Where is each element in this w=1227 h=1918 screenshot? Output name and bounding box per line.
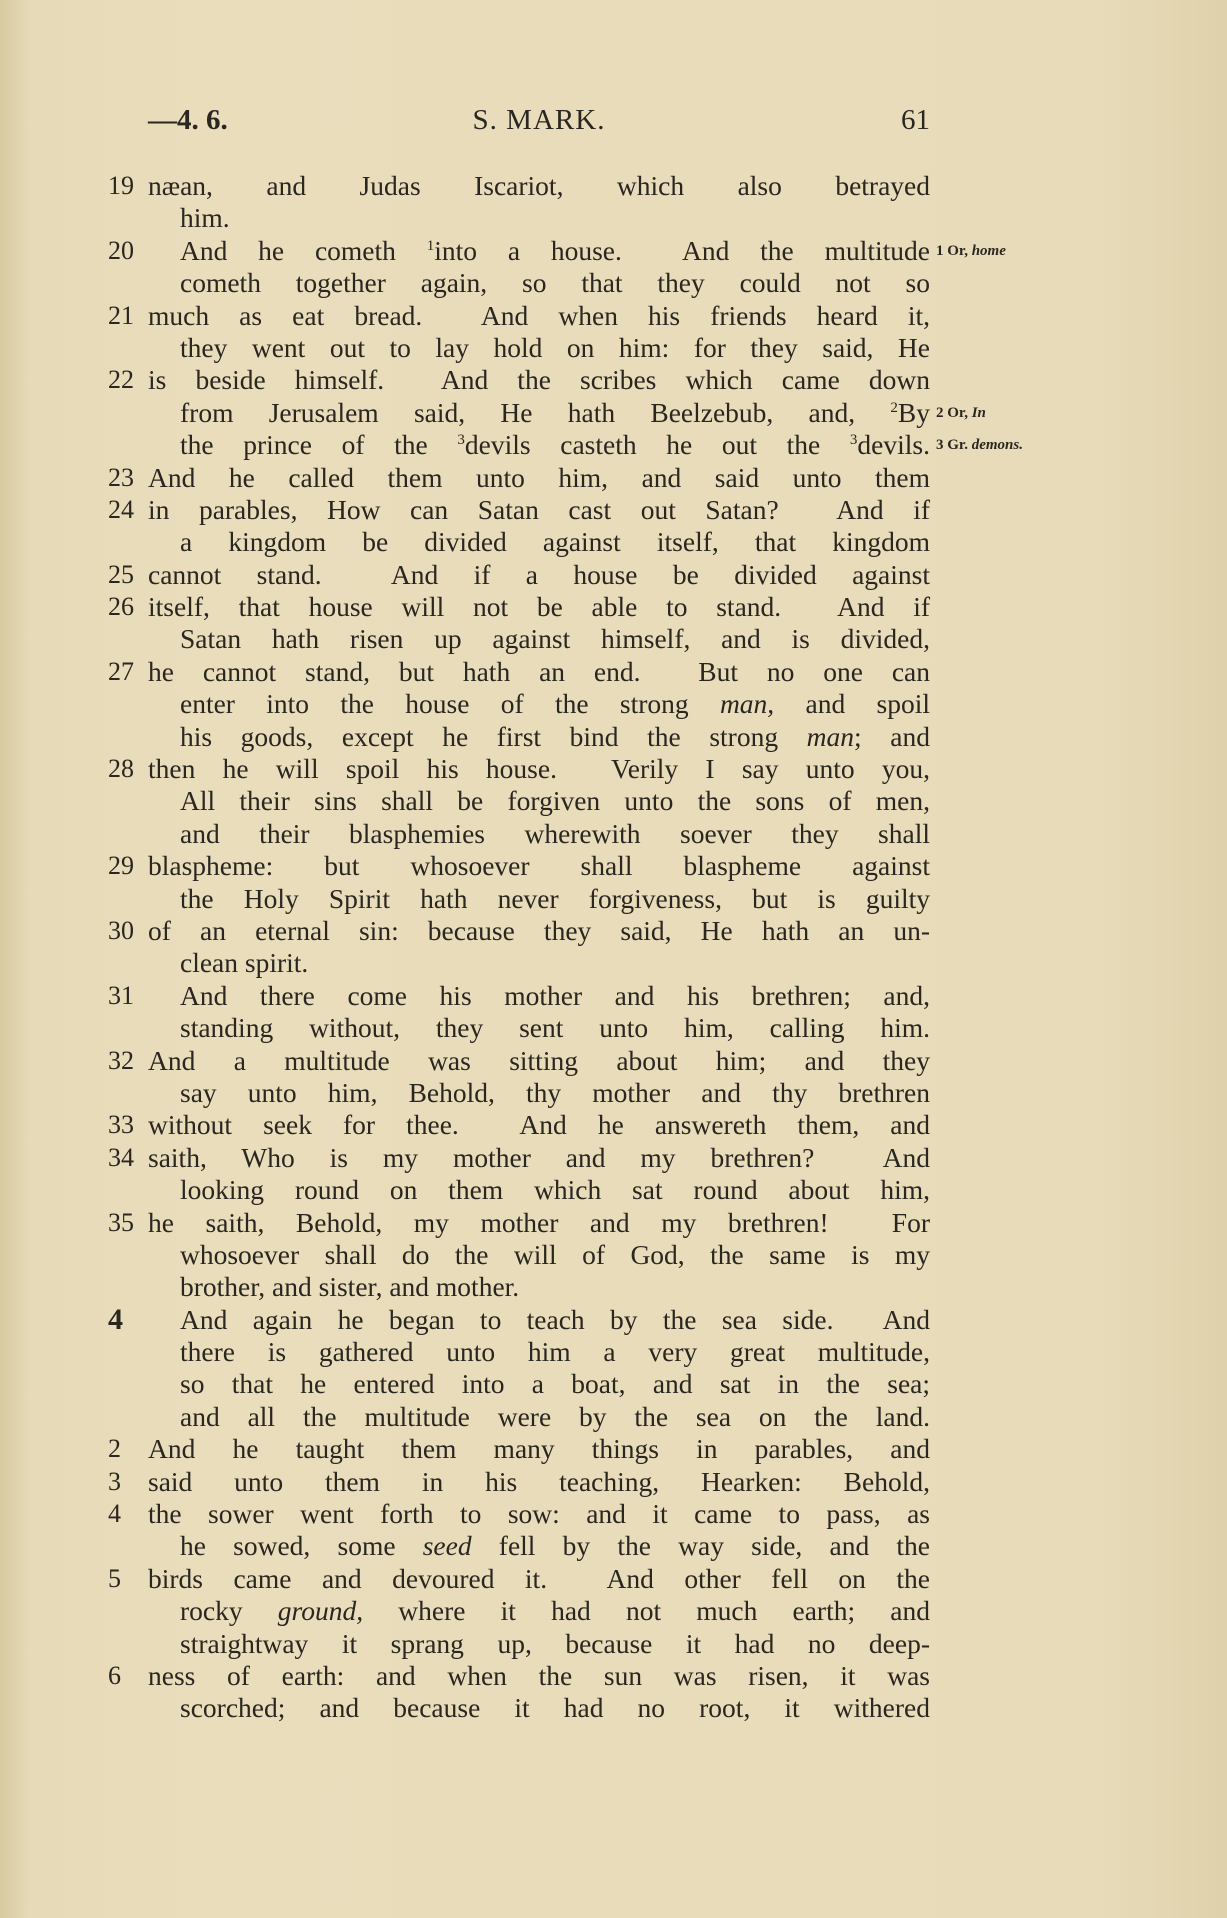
text-segment: næan, and Judas Iscariot, which also betrayed [148,170,930,201]
line-text [180,332,930,364]
text-line [0,332,1227,364]
text-line [0,818,1227,850]
line-text [180,1336,930,1368]
line-text [180,235,930,267]
line-text [180,202,930,234]
line-text [180,1368,930,1400]
text-line [0,1466,1227,1498]
verse-number: 2 [108,1434,121,1464]
line-text [180,1174,930,1206]
line-text [180,883,930,915]
line-text [180,980,930,1012]
italic-text: man [806,720,855,752]
footnote-marker: 3 [457,432,465,449]
line-text [180,721,930,753]
text-segment: into a house. And the multitude [434,234,930,266]
line-text [180,526,930,558]
note-number: 2 [936,404,944,421]
text-line [0,364,1227,396]
text-segment: the Holy Spirit hath never forgiveness, but is guilty [180,882,930,914]
text-segment: devils casteth he out the [464,429,850,461]
text-segment: said unto them in his teaching, Hearken: Behold, [148,1465,930,1497]
text-segment: birds came and devoured it. And other fell on the [148,1562,930,1594]
text-segment: devils. [857,429,930,461]
text-segment: a kingdom be divided against itself, that kingdom [180,526,930,558]
text-segment: he sowed, some [180,1530,423,1562]
verse-number: 3 [108,1466,121,1496]
text-line [0,721,1227,753]
text-segment: saith, Who is my mother and my brethren? And [148,1141,930,1173]
text-line [0,785,1227,817]
text-segment: And again he began to teach by the sea side. And [180,1303,930,1335]
line-text [148,1498,930,1530]
text-segment: from Jerusalem said, He hath Beelzebub, and, [180,396,891,428]
text-line [0,235,1227,267]
verse-number: 21 [108,300,134,330]
verse-number: 6 [108,1660,121,1690]
line-text [180,429,930,461]
italic-text: ground, [277,1595,364,1627]
line-text [180,1692,930,1724]
text-segment: he cannot stand, but hath an end. But no one can [148,655,930,687]
text-line [0,1368,1227,1400]
text-line [0,1012,1227,1044]
note-prefix: Or, [947,242,972,259]
text-segment: fell by the way side, and the [471,1530,930,1562]
text-segment: and their blasphemies wherewith soever they shall [180,817,930,849]
text-segment: and spoil [774,688,930,720]
verse-number: 32 [108,1045,134,1075]
line-text [148,559,930,591]
text-line [0,559,1227,591]
line-text [148,1109,930,1141]
verse-number: 4 [108,1499,121,1529]
line-text [148,591,930,623]
line-text [148,1660,930,1692]
text-line [0,202,1227,234]
line-text [148,494,930,526]
line-text [180,947,930,979]
verse-number: 26 [108,592,134,622]
verse-number: 24 [108,494,134,524]
margin-note [936,397,986,429]
text-line [0,1077,1227,1109]
verse-number: 28 [108,754,134,784]
line-text [148,300,930,332]
footnote-marker: 1 [426,237,435,254]
text-segment: so that he entered into a boat, and sat in the sea; [180,1368,930,1400]
verse-number: 25 [108,559,134,589]
text-segment: there is gathered unto him a very great multitude, [180,1336,930,1368]
text-segment: say unto him, Behold, thy mother and thy brethren [180,1076,930,1108]
text-line [0,1595,1227,1627]
line-text [148,1466,930,1498]
text-line [0,1692,1227,1724]
text-segment: blaspheme: but whosoever shall blaspheme against [148,850,930,882]
footnote-marker: 3 [849,432,858,449]
text-line [0,1401,1227,1433]
text-segment: they went out to lay hold on him: for they said, He [180,331,930,363]
text-segment: he saith, Behold, my mother and my brethren! For [148,1206,930,1238]
text-segment: And there come his mother and his brethren; and, [180,979,930,1011]
note-word: demons. [971,437,1023,454]
text-line [0,1530,1227,1562]
text-line [0,170,1227,202]
line-text [180,1530,930,1562]
text-line [0,688,1227,720]
text-segment: then he will spoil his house. Verily I say unto you, [148,753,930,785]
text-segment: itself, that house will not be able to stand. And if [148,591,930,623]
text-line [0,1174,1227,1206]
line-text [180,1077,930,1109]
text-segment: All their sins shall be forgiven unto the sons of men, [180,785,930,817]
text-segment: him. [180,202,230,234]
text-line [0,1207,1227,1239]
text-segment: cometh together again, so that they could not so [180,267,930,299]
verse-number: 27 [108,656,134,686]
line-text [180,1304,930,1336]
text-line [0,1271,1227,1303]
italic-text: seed [422,1530,472,1562]
text-line [0,526,1227,558]
verse-number: 22 [108,365,134,395]
page-number: 61 [901,104,930,136]
line-text [148,1433,930,1465]
line-text [180,1012,930,1044]
line-text [180,267,930,299]
text-segment: cannot stand. And if a house be divided against [148,558,930,590]
note-number: 3 [936,437,944,454]
text-segment: whosoever shall do the will of God, the same is my [180,1238,930,1270]
text-line [0,1239,1227,1271]
text-segment: standing without, they sent unto him, calling him. [180,1012,930,1044]
verse-number: 23 [108,462,134,492]
verse-number: 33 [108,1110,134,1140]
text-line [0,753,1227,785]
text-segment: And a multitude was sitting about him; and they [148,1044,930,1076]
book-title: S. MARK. [472,104,606,136]
line-text [148,1142,930,1174]
italic-text: man, [719,688,775,720]
running-header [148,104,930,140]
line-text [180,623,930,655]
text-line [0,1498,1227,1530]
text-segment: is beside himself. And the scribes which came down [148,364,930,396]
line-text [148,915,930,947]
text-line [0,1628,1227,1660]
note-prefix: Gr. [947,437,972,454]
margin-note [936,429,1023,461]
line-text [180,1239,930,1271]
text-segment: his goods, except he first bind the strong [180,720,807,752]
line-text [180,688,930,720]
text-segment: brother, and sister, and mother. [180,1271,520,1303]
line-text [148,1207,930,1239]
chapter-verse-range: —4. 6. [148,104,228,136]
text-segment: without seek for thee. And he answereth them, and [148,1109,930,1141]
note-prefix: Or, [947,404,972,421]
text-line [0,397,1227,429]
text-line [0,980,1227,1012]
text-segment: And he called them unto him, and said unto them [148,461,930,493]
text-line [0,1336,1227,1368]
verse-number: 30 [108,915,134,945]
chapter-number: 4 [108,1302,123,1336]
text-segment: rocky [180,1595,278,1627]
note-number: 1 [936,242,944,259]
text-segment: of an eternal sin: because they said, He hath an un- [148,914,930,946]
verse-number: 31 [108,980,134,1010]
text-line [0,591,1227,623]
text-segment: By [897,396,930,428]
text-segment: And he cometh [180,234,427,266]
verse-number: 19 [108,171,134,200]
text-line [0,656,1227,688]
verse-number: 5 [108,1563,121,1593]
note-word: In [971,404,986,421]
text-line [0,462,1227,494]
text-line [0,915,1227,947]
line-text [180,1401,930,1433]
text-segment: much as eat bread. And when his friends heard it, [148,299,930,331]
line-text [180,1595,930,1627]
text-segment: and all the multitude were by the sea on the land. [180,1400,930,1432]
text-segment: the sower went forth to sow: and it came to pass, as [148,1498,930,1530]
text-line [0,883,1227,915]
text-segment: ; and [854,720,930,752]
verse-number: 20 [108,235,134,265]
text-segment: in parables, How can Satan cast out Satan? And if [148,493,930,525]
text-segment: enter into the house of the strong [180,688,720,720]
text-line [0,947,1227,979]
line-text [180,785,930,817]
line-text [148,364,930,396]
text-segment: where it had not much earth; and [363,1595,930,1627]
text-segment: the prince of the [180,429,458,461]
margin-note [936,235,1006,267]
line-text [180,397,930,429]
verse-number: 34 [108,1142,134,1172]
text-line [0,1045,1227,1077]
note-word: home [971,242,1006,259]
text-segment: looking round on them which sat round about him, [180,1174,930,1206]
line-text [180,1271,930,1303]
text-line [0,1142,1227,1174]
text-segment: Satan hath risen up against himself, and is divided, [180,623,930,655]
text-line [0,1433,1227,1465]
line-text [148,656,930,688]
text-line [0,1109,1227,1141]
line-text [148,753,930,785]
line-text [148,462,930,494]
text-line [0,1660,1227,1692]
text-line [0,267,1227,299]
line-text [148,850,930,882]
text-line [0,850,1227,882]
text-segment: straightway it sprang up, because it had no deep- [180,1627,930,1659]
line-text [148,1045,930,1077]
footnote-marker: 2 [890,399,898,416]
text-line [0,623,1227,655]
text-segment: And he taught them many things in parables, and [148,1433,930,1465]
text-line [0,1304,1227,1336]
text-line [0,494,1227,526]
verse-number: 35 [108,1207,134,1237]
text-line [0,1563,1227,1595]
text-segment: clean spirit. [180,947,309,979]
text-line [0,300,1227,332]
line-text [180,818,930,850]
line-text [148,170,930,202]
line-text [148,1563,930,1595]
text-segment: ness of earth: and when the sun was risen, it was [148,1659,930,1691]
verse-number: 29 [108,851,134,881]
text-line [0,429,1227,461]
line-text [180,1628,930,1660]
text-segment: scorched; and because it had no root, it withered [180,1692,930,1724]
scripture-text [0,170,1227,1725]
